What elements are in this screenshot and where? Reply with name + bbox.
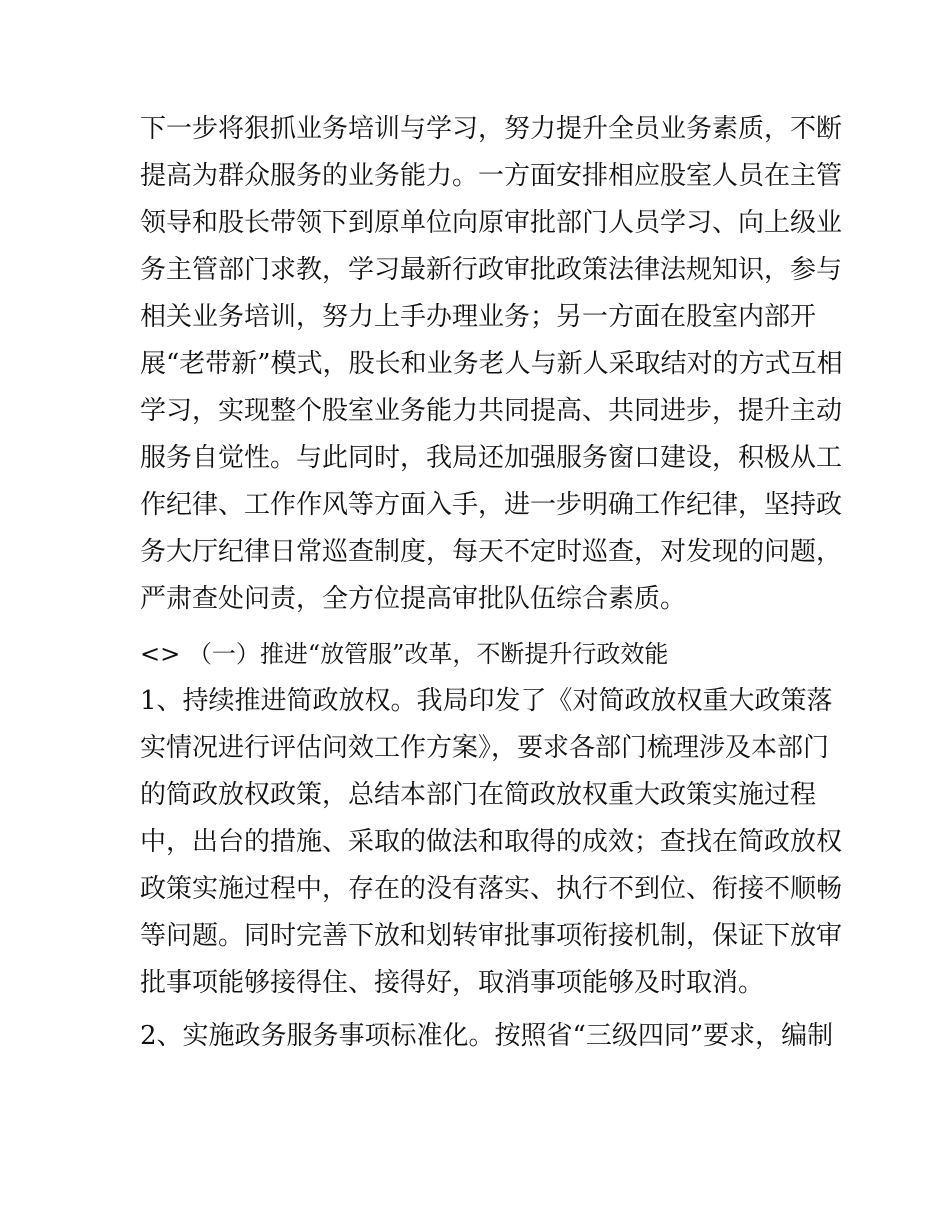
text-line: 服务自觉性。与此同时，我局还加强服务窗口建设，积极从工 [140,443,843,473]
text-line: 等问题。同时完善下放和划转审批事项衔接机制，保证下放审 [140,921,843,951]
section-heading: <> （一）推进“放管服”改革，不断提升行政效能 [140,640,669,668]
text-line: 的简政放权政策，总结本部门在简政放权重大政策实施过程 [140,780,817,810]
text-line: 务主管部门求教，学习最新行政审批政策法律法规知识，参与 [140,255,843,285]
text-line: 批事项能够接得住、接得好，取消事项能够及时取消。 [140,968,765,998]
text-line: 下一步将狠抓业务培训与学习，努力提升全员业务素质，不断 [140,114,843,144]
text-line: 实情况进行评估问效工作方案》，要求各部门梳理涉及本部门 [140,733,830,763]
text-line: 2、实施政务服务事项标准化。按照省“三级四同”要求，编制 [140,1021,834,1051]
paragraph-training [140,106,843,623]
document-body [140,106,843,1060]
text-line: 相关业务培训，努力上手办理业务；另一方面在股室内部开 [140,302,817,332]
text-line: 中，出台的措施、采取的做法和取得的成效；查找在简政放权 [140,827,843,857]
text-line: 作纪律、工作作风等方面入手，进一步明确工作纪律，坚持政 [140,490,843,520]
text-line: 领导和股长带领下到原单位向原审批部门人员学习、向上级业 [140,208,843,238]
text-line: 学习，实现整个股室业务能力共同提高、共同进步，提升主动 [140,396,843,426]
text-line: 严肃查处问责，全方位提高审批队伍综合素质。 [140,584,687,614]
text-line: 1、持续推进简政放权。我局印发了《对简政放权重大政策落 [140,686,833,716]
item-standardization [140,1013,834,1060]
text-line: 政策实施过程中，存在的没有落实、执行不到位、衔接不顺畅 [140,874,843,904]
item-simplify-administration [140,678,843,1007]
text-line: 务大厅纪律日常巡查制度，每天不定时巡查，对发现的问题， [140,537,843,567]
text-line: 展“老带新”模式，股长和业务老人与新人采取结对的方式互相 [140,349,843,379]
text-line: 提高为群众服务的业务能力。一方面安排相应股室人员在主管 [140,161,843,191]
